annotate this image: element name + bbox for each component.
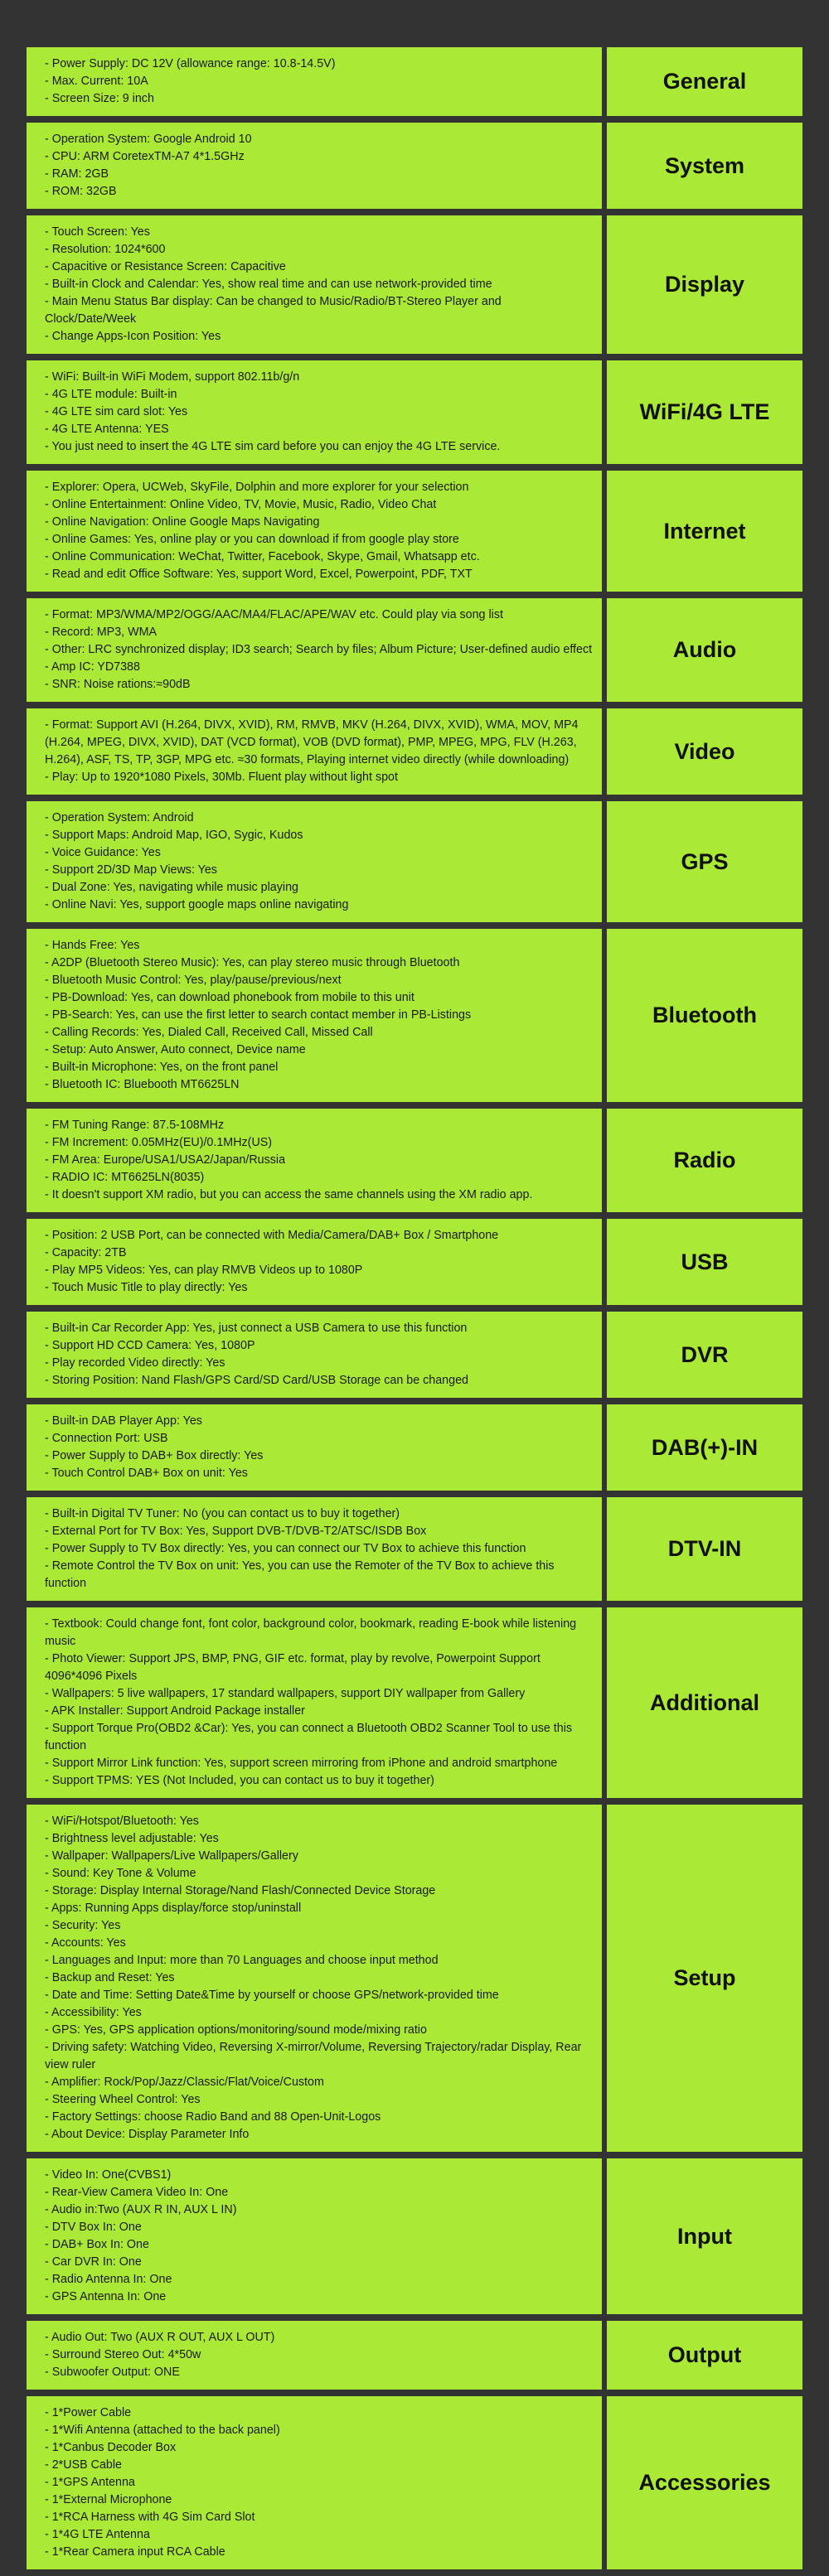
spec-row: [27, 1219, 802, 1305]
spec-line: - Storing Position: Nand Flash/GPS Card/SD Card/USB Storage can be changed: [45, 1374, 468, 1387]
spec-line: - FM Tuning Range: 87.5-108MHz: [45, 1119, 225, 1132]
spec-category-label: System: [607, 123, 802, 209]
spec-line: - Surround Stereo Out: 4*50w: [45, 2348, 201, 2361]
spec-line: - 1*Wifi Antenna (attached to the back panel): [45, 2424, 280, 2437]
spec-line: - Security: Yes: [45, 1919, 121, 1932]
spec-line: - A2DP (Bluetooth Stereo Music): Yes, can play stereo music through Bluetooth: [45, 956, 460, 969]
spec-line: - External Port for TV Box: Yes, Support DVB-T/DVB-T2/ATSC/ISDB Box: [45, 1525, 427, 1538]
spec-details: [27, 1312, 602, 1398]
spec-line: - Power Supply to DAB+ Box directly: Yes: [45, 1449, 264, 1462]
spec-category-label: Radio: [607, 1109, 802, 1212]
spec-category-label: General: [607, 47, 802, 116]
spec-line: - Steering Wheel Control: Yes: [45, 2093, 201, 2106]
spec-details: [27, 801, 602, 922]
spec-details: [27, 929, 602, 1102]
spec-table: [27, 47, 802, 2576]
spec-line: - FM Increment: 0.05MHz(EU)/0.1MHz(US): [45, 1136, 273, 1149]
spec-line: - SNR: Noise rations:≈90dB: [45, 678, 191, 691]
spec-line: - Date and Time: Setting Date&Time by yourself or choose GPS/network-provided time: [45, 1989, 499, 2002]
spec-line: - Online Games: Yes, online play or you can download if from google play store: [45, 533, 459, 546]
spec-category-label: GPS: [607, 801, 802, 922]
spec-row: [27, 123, 802, 209]
spec-line: - Operation System: Android: [45, 811, 194, 824]
spec-row: [27, 2396, 802, 2569]
spec-line: - Built-in Microphone: Yes, on the front panel: [45, 1061, 279, 1074]
spec-line: - Subwoofer Output: ONE: [45, 2366, 180, 2379]
spec-details: [27, 471, 602, 592]
spec-category-label: Bluetooth: [607, 929, 802, 1102]
spec-line: - Car DVR In: One: [45, 2255, 142, 2269]
spec-line: - Accounts: Yes: [45, 1936, 126, 1950]
spec-line: - Explorer: Opera, UCWeb, SkyFile, Dolphin and more explorer for your selection: [45, 481, 469, 494]
spec-line: - Audio Out: Two (AUX R OUT, AUX L OUT): [45, 2331, 275, 2344]
spec-details: [27, 598, 602, 702]
spec-line: - Rear-View Camera Video In: One: [45, 2186, 229, 2199]
spec-category-label: Additional: [607, 1607, 802, 1798]
spec-line: - Support Torque Pro(OBD2 &Car): Yes, you can connect a Bluetooth OBD2 Scanner Tool to use this function: [45, 1722, 573, 1752]
spec-details: [27, 1219, 602, 1305]
spec-details: [27, 708, 602, 795]
spec-category-label: Output: [607, 2321, 802, 2390]
spec-line: - Play: Up to 1920*1080 Pixels, 30Mb. Fluent play without light spot: [45, 771, 398, 784]
spec-line: - Sound: Key Tone & Volume: [45, 1867, 196, 1880]
spec-line: - Play MP5 Videos: Yes, can play RMVB Videos up to 1080P: [45, 1264, 363, 1277]
spec-line: - WiFi/Hotspot/Bluetooth: Yes: [45, 1815, 199, 1828]
spec-row: [27, 1404, 802, 1491]
spec-line: - Radio Antenna In: One: [45, 2273, 172, 2286]
spec-line: - Power Supply: DC 12V (allowance range: 10.8-14.5V): [45, 57, 336, 70]
spec-row: [27, 1312, 802, 1398]
spec-line: - 1*Canbus Decoder Box: [45, 2441, 177, 2454]
spec-line: - Built-in Digital TV Tuner: No (you can contact us to buy it together): [45, 1507, 400, 1520]
spec-row: [27, 929, 802, 1102]
spec-line: - Screen Size: 9 inch: [45, 92, 154, 105]
spec-line: - Built-in Car Recorder App: Yes, just connect a USB Camera to use this function: [45, 1322, 468, 1335]
spec-details: [27, 1109, 602, 1212]
spec-line: - Format: Support AVI (H.264, DIVX, XVID), RM, RMVB, MKV (H.264, DIVX, XVID), WMA, MOV, MP4 (H.264, MPEG, DIVX, XVID), DAT (VCD format), VOB (DVD format), PMP, MPEG, MPG, FLV (H.263, H.264), ASF, TS, TP, 3GP, MPG etc. ≈30 formats, Playing internet video directly (while downloading): [45, 718, 579, 766]
spec-row: [27, 2158, 802, 2314]
spec-line: - Record: MP3, WMA: [45, 626, 158, 639]
spec-line: - 4G LTE sim card slot: Yes: [45, 405, 188, 418]
spec-line: - Setup: Auto Answer, Auto connect, Device name: [45, 1043, 306, 1056]
spec-line: - DTV Box In: One: [45, 2221, 142, 2234]
spec-line: - Bluetooth IC: Bluebooth MT6625LN: [45, 1078, 240, 1091]
spec-row: [27, 215, 802, 354]
spec-line: - 1*External Microphone: [45, 2493, 172, 2506]
spec-line: - Online Communication: WeChat, Twitter, Facebook, Skype, Gmail, Whatsapp etc.: [45, 550, 480, 563]
spec-line: - Factory Settings: choose Radio Band and 88 Open-Unit-Logos: [45, 2110, 381, 2124]
spec-line: - PB-Search: Yes, can use the first letter to search contact member in PB-Listings: [45, 1008, 472, 1022]
spec-line: - RADIO IC: MT6625LN(8035): [45, 1171, 205, 1184]
spec-line: - Built-in Clock and Calendar: Yes, show real time and can use network-provided time: [45, 278, 492, 291]
spec-line: - Accessibility: Yes: [45, 2006, 142, 2019]
spec-category-label: Audio: [607, 598, 802, 702]
spec-line: - You just need to insert the 4G LTE sim card before you can enjoy the 4G LTE service.: [45, 440, 501, 453]
spec-category-label: Accessories: [607, 2396, 802, 2569]
spec-line: - It doesn't support XM radio, but you can access the same channels using the XM radio app.: [45, 1188, 533, 1201]
spec-row: [27, 47, 802, 116]
spec-line: - Built-in DAB Player App: Yes: [45, 1414, 202, 1428]
spec-line: - 1*Power Cable: [45, 2406, 132, 2419]
spec-details: [27, 215, 602, 354]
spec-line: - 1*4G LTE Antenna: [45, 2528, 150, 2541]
spec-line: - PB-Download: Yes, can download phonebook from mobile to this unit: [45, 991, 414, 1004]
spec-line: - Voice Guidance: Yes: [45, 846, 161, 859]
spec-details: [27, 1404, 602, 1491]
spec-row: [27, 2321, 802, 2390]
spec-line: - Operation System: Google Android 10: [45, 133, 252, 146]
spec-line: - Play recorded Video directly: Yes: [45, 1356, 225, 1370]
spec-line: - Capacitive or Resistance Screen: Capacitive: [45, 260, 286, 273]
spec-line: - DAB+ Box In: One: [45, 2238, 149, 2251]
spec-line: - Position: 2 USB Port, can be connected with Media/Camera/DAB+ Box / Smartphone: [45, 1229, 499, 1242]
spec-line: - RAM: 2GB: [45, 167, 109, 181]
spec-line: - 4G LTE Antenna: YES: [45, 423, 169, 436]
spec-line: - Bluetooth Music Control: Yes, play/pause/previous/next: [45, 974, 342, 987]
spec-line: - Support Mirror Link function: Yes, support screen mirroring from iPhone and android smartphone: [45, 1757, 558, 1770]
spec-line: - WiFi: Built-in WiFi Modem, support 802.11b/g/n: [45, 370, 300, 384]
spec-line: - Touch Control DAB+ Box on unit: Yes: [45, 1467, 248, 1480]
spec-category-label: Display: [607, 215, 802, 354]
spec-line: - About Device: Display Parameter Info: [45, 2128, 250, 2141]
spec-line: - Power Supply to TV Box directly: Yes, you can connect our TV Box to achieve this function: [45, 1542, 526, 1555]
spec-line: - Capacity: 2TB: [45, 1246, 127, 1259]
spec-line: - Resolution: 1024*600: [45, 243, 166, 256]
spec-line: - Amp IC: YD7388: [45, 660, 140, 674]
spec-line: - ROM: 32GB: [45, 185, 117, 198]
spec-details: [27, 2321, 602, 2390]
spec-category-label: Internet: [607, 471, 802, 592]
spec-line: - Main Menu Status Bar display: Can be changed to Music/Radio/BT-Stereo Player and Clock/Date/Week: [45, 295, 502, 326]
spec-category-label: Input: [607, 2158, 802, 2314]
spec-line: - Remote Control the TV Box on unit: Yes, you can use the Remoter of the TV Box to achieve this function: [45, 1559, 555, 1590]
spec-details: [27, 1805, 602, 2152]
spec-line: - CPU: ARM CoretexTM-A7 4*1.5GHz: [45, 150, 245, 163]
spec-details: [27, 360, 602, 464]
spec-category-label: DTV-IN: [607, 1497, 802, 1601]
spec-details: [27, 47, 602, 116]
spec-line: - Other: LRC synchronized display; ID3 search; Search by files; Album Picture; User-defined audio effect: [45, 643, 593, 656]
spec-line: - Change Apps-Icon Position: Yes: [45, 330, 221, 343]
spec-line: - Storage: Display Internal Storage/Nand Flash/Connected Device Storage: [45, 1884, 436, 1897]
spec-row: [27, 708, 802, 795]
spec-line: - Apps: Running Apps display/force stop/uninstall: [45, 1902, 302, 1915]
spec-line: - Support 2D/3D Map Views: Yes: [45, 863, 217, 877]
spec-line: - 1*Rear Camera input RCA Cable: [45, 2545, 225, 2559]
spec-row: [27, 360, 802, 464]
spec-category-label: USB: [607, 1219, 802, 1305]
spec-line: - Read and edit Office Software: Yes, support Word, Excel, Powerpoint, PDF, TXT: [45, 568, 473, 581]
spec-line: - Driving safety: Watching Video, Reversing X-mirror/Volume, Reversing Trajectory/radar Display, Rear view ruler: [45, 2041, 582, 2071]
spec-line: - 1*RCA Harness with 4G Sim Card Slot: [45, 2511, 255, 2524]
spec-category-label: DAB(+)-IN: [607, 1404, 802, 1491]
spec-line: - Touch Music Title to play directly: Yes: [45, 1281, 248, 1294]
spec-line: - 2*USB Cable: [45, 2458, 122, 2472]
spec-line: - FM Area: Europe/USA1/USA2/Japan/Russia: [45, 1153, 286, 1167]
spec-details: [27, 1497, 602, 1601]
spec-line: - Connection Port: USB: [45, 1432, 168, 1445]
spec-line: - Photo Viewer: Support JPS, BMP, PNG, GIF etc. format, play by revolve, Powerpoint Support 4096*4096 Pixels: [45, 1652, 541, 1683]
spec-line: - APK Installer: Support Android Package installer: [45, 1704, 305, 1718]
spec-line: - Backup and Reset: Yes: [45, 1971, 175, 1984]
spec-line: - Calling Records: Yes, Dialed Call, Received Call, Missed Call: [45, 1026, 373, 1039]
spec-details: [27, 123, 602, 209]
spec-line: - Brightness level adjustable: Yes: [45, 1832, 219, 1845]
spec-category-label: DVR: [607, 1312, 802, 1398]
spec-row: [27, 1607, 802, 1798]
spec-details: [27, 1607, 602, 1798]
spec-category-label: WiFi/4G LTE: [607, 360, 802, 464]
spec-line: - Support HD CCD Camera: Yes, 1080P: [45, 1339, 255, 1352]
spec-line: - Support Maps: Android Map, IGO, Sygic, Kudos: [45, 829, 303, 842]
spec-line: - GPS: Yes, GPS application options/monitoring/sound mode/mixing ratio: [45, 2023, 427, 2037]
spec-line: - Hands Free: Yes: [45, 939, 140, 952]
spec-details: [27, 2396, 602, 2569]
spec-row: [27, 471, 802, 592]
spec-row: [27, 1497, 802, 1601]
spec-line: - Audio in:Two (AUX R IN, AUX L IN): [45, 2203, 237, 2216]
spec-row: [27, 598, 802, 702]
spec-details: [27, 2158, 602, 2314]
spec-category-label: Setup: [607, 1805, 802, 2152]
spec-line: - Online Entertainment: Online Video, TV, Movie, Music, Radio, Video Chat: [45, 498, 437, 511]
spec-line: - 1*GPS Antenna: [45, 2476, 135, 2489]
spec-line: - Wallpaper: Wallpapers/Live Wallpapers/Gallery: [45, 1849, 298, 1863]
spec-line: - Online Navigation: Online Google Maps Navigating: [45, 515, 320, 529]
spec-row: [27, 801, 802, 922]
spec-row: [27, 1805, 802, 2152]
spec-line: - Languages and Input: more than 70 Languages and choose input method: [45, 1954, 439, 1967]
spec-line: - Video In: One(CVBS1): [45, 2168, 172, 2182]
spec-row: [27, 1109, 802, 1212]
spec-line: - Dual Zone: Yes, navigating while music playing: [45, 881, 298, 894]
spec-line: - Amplifier: Rock/Pop/Jazz/Classic/Flat/Voice/Custom: [45, 2076, 324, 2089]
spec-line: - Online Navi: Yes, support google maps online navigating: [45, 898, 349, 911]
spec-line: - GPS Antenna In: One: [45, 2290, 167, 2303]
spec-line: - Touch Screen: Yes: [45, 225, 150, 239]
spec-line: - Max. Current: 10A: [45, 75, 148, 88]
spec-category-label: Video: [607, 708, 802, 795]
spec-line: - Wallpapers: 5 live wallpapers, 17 standard wallpapers, support DIY wallpaper from Gallery: [45, 1687, 526, 1700]
spec-line: - Textbook: Could change font, font color, background color, bookmark, reading E-book while listening music: [45, 1617, 577, 1648]
spec-line: - Support TPMS: YES (Not Included, you can contact us to buy it together): [45, 1774, 434, 1787]
spec-line: - 4G LTE module: Built-in: [45, 388, 177, 401]
spec-line: - Format: MP3/WMA/MP2/OGG/AAC/MA4/FLAC/APE/WAV etc. Could play via song list: [45, 608, 503, 621]
